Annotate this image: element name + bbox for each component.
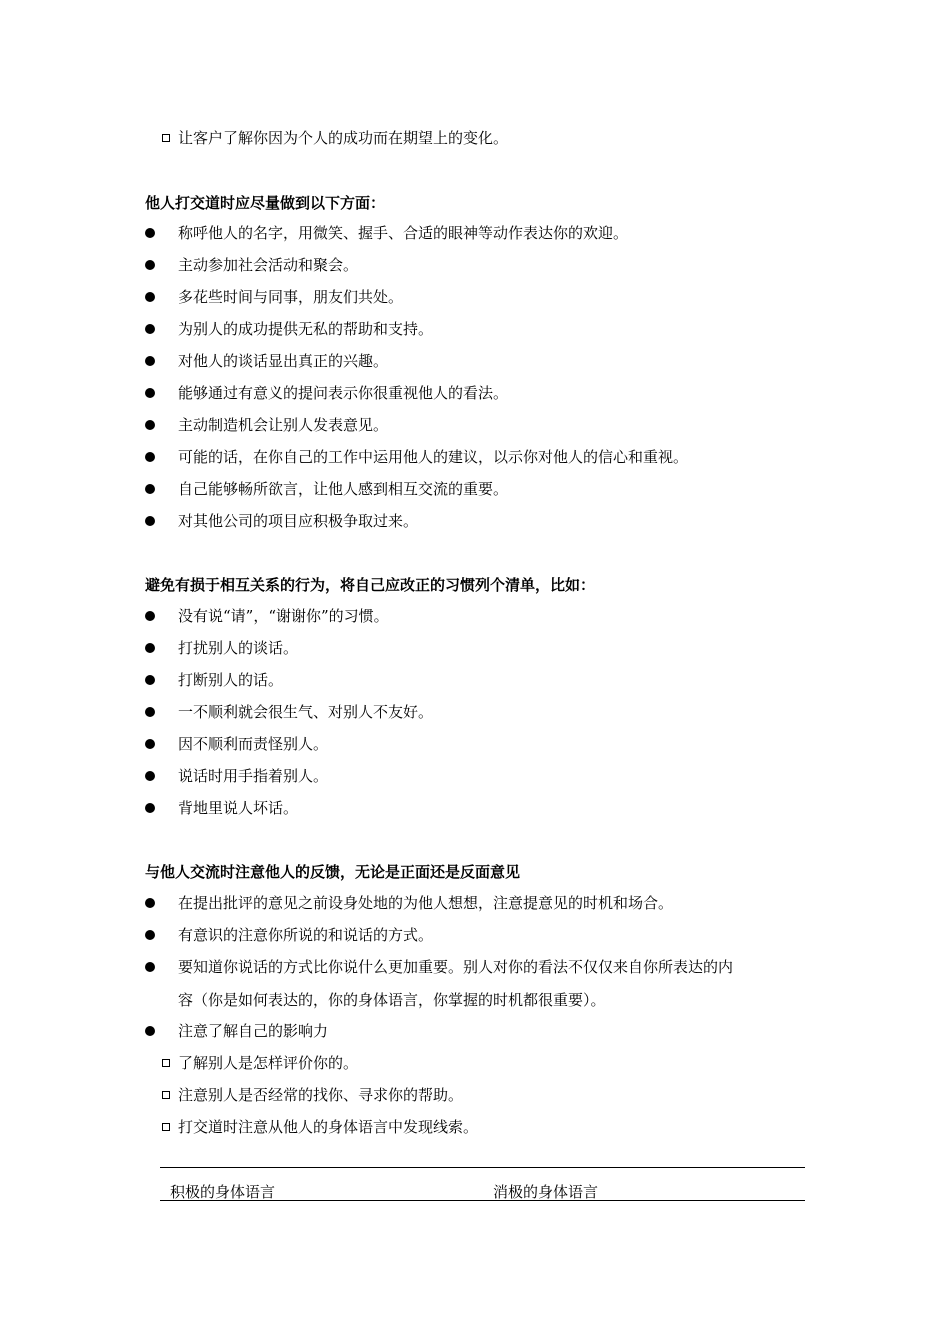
bullet-icon xyxy=(145,420,155,430)
bullet-icon xyxy=(145,611,155,621)
section3-heading: 与他人交流时注意他人的反馈，无论是正面还是反面意见 xyxy=(145,863,521,881)
list-item-text: 对其他公司的项目应积极争取过来。 xyxy=(178,512,419,530)
bullet-icon xyxy=(145,324,155,334)
list-item-text: 多花些时间与同事，朋友们共处。 xyxy=(178,288,404,306)
list-item-text: 在提出批评的意见之前设身处地的为他人想想，注意提意见的时机和场合。 xyxy=(178,894,674,912)
bullet-icon xyxy=(145,643,155,653)
bullet-icon xyxy=(145,739,155,749)
list-item-text: 打断别人的话。 xyxy=(178,671,284,689)
bullet-icon xyxy=(145,771,155,781)
bullet-icon xyxy=(145,962,155,972)
table-header-negative: 消极的身体语言 xyxy=(493,1183,599,1201)
list-item-text: 主动参加社会活动和聚会。 xyxy=(178,256,359,274)
bullet-icon xyxy=(145,675,155,685)
bullet-icon xyxy=(145,388,155,398)
square-bullet-icon xyxy=(162,1059,170,1067)
table-top-rule xyxy=(160,1167,805,1168)
sub-item-text: 打交道时注意从他人的身体语言中发现线索。 xyxy=(178,1118,479,1136)
list-item-text: 自己能够畅所欲言，让他人感到相互交流的重要。 xyxy=(178,480,509,498)
list-item-text: 可能的话，在你自己的工作中运用他人的建议，以示你对他人的信心和重视。 xyxy=(178,448,689,466)
bullet-icon xyxy=(145,803,155,813)
list-item-text: 注意了解自己的影响力 xyxy=(178,1022,329,1040)
list-item-text: 对他人的谈话显出真正的兴趣。 xyxy=(178,352,389,370)
bullet-icon xyxy=(145,452,155,462)
list-item-text: 一不顺利就会很生气、对别人不友好。 xyxy=(178,703,434,721)
section1-heading: 他人打交道时应尽量做到以下方面： xyxy=(145,194,386,212)
list-item-text: 有意识的注意你所说的和说话的方式。 xyxy=(178,926,434,944)
list-item-text: 因不顺利而责怪别人。 xyxy=(178,735,329,753)
list-item-text: 为别人的成功提供无私的帮助和支持。 xyxy=(178,320,434,338)
bullet-icon xyxy=(145,356,155,366)
list-item-text: 能够通过有意义的提问表示你很重视他人的看法。 xyxy=(178,384,509,402)
list-item-text: 称呼他人的名字，用微笑、握手、合适的眼神等动作表达你的欢迎。 xyxy=(178,224,629,242)
sub-item-text: 注意别人是否经常的找你、寻求你的帮助。 xyxy=(178,1086,464,1104)
table-header-rule xyxy=(160,1200,805,1201)
section2-heading: 避免有损于相互关系的行为，将自己应改正的习惯列个清单，比如： xyxy=(145,576,596,594)
list-item-text: 说话时用手指着别人。 xyxy=(178,767,329,785)
list-item-text: 没有说“请”，“谢谢你”的习惯。 xyxy=(178,607,389,625)
bullet-icon xyxy=(145,707,155,717)
list-item-text: 要知道你说话的方式比你说什么更加重要。别人对你的看法不仅仅来自你所表达的内 xyxy=(178,958,734,976)
list-item-text: 背地里说人坏话。 xyxy=(178,799,299,817)
square-bullet-icon xyxy=(162,1123,170,1131)
bullet-icon xyxy=(145,228,155,238)
square-bullet-icon xyxy=(162,1091,170,1099)
list-item-text: 容（你是如何表达的，你的身体语言，你掌握的时机都很重要）。 xyxy=(178,991,606,1009)
bullet-icon xyxy=(145,516,155,526)
intro-sub-item-text: 让客户了解你因为个人的成功而在期望上的变化。 xyxy=(178,129,509,147)
bullet-icon xyxy=(145,484,155,494)
square-bullet-icon xyxy=(162,134,170,142)
sub-item-text: 了解别人是怎样评价你的。 xyxy=(178,1054,359,1072)
bullet-icon xyxy=(145,898,155,908)
table-header-positive: 积极的身体语言 xyxy=(170,1183,276,1201)
bullet-icon xyxy=(145,292,155,302)
list-item-text: 打扰别人的谈话。 xyxy=(178,639,299,657)
bullet-icon xyxy=(145,260,155,270)
bullet-icon xyxy=(145,1026,155,1036)
bullet-icon xyxy=(145,930,155,940)
list-item-text: 主动制造机会让别人发表意见。 xyxy=(178,416,389,434)
